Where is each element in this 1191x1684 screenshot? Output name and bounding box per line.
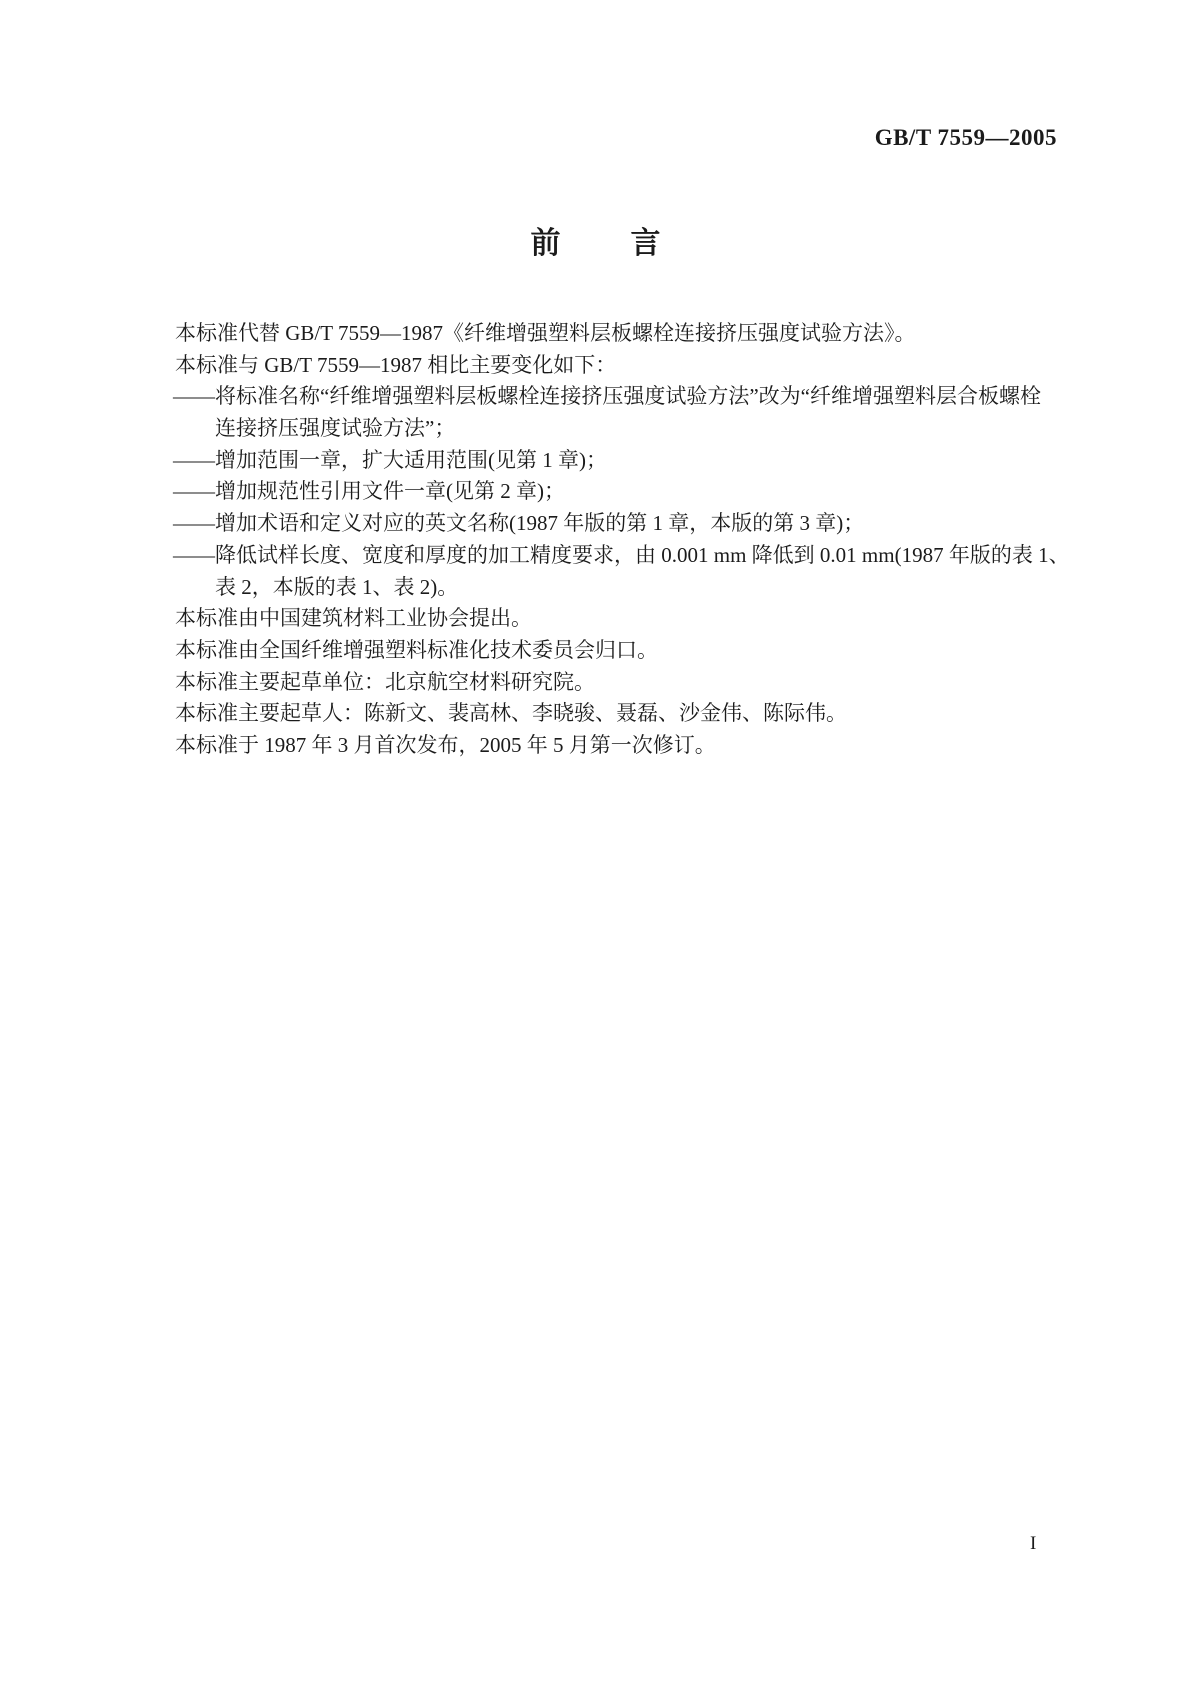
foreword-line: ——降低试样长度、宽度和厚度的加工精度要求，由 0.001 mm 降低到 0.01 mm(1987 年版的表 1、 bbox=[173, 542, 1070, 567]
foreword-line: 连接挤压强度试验方法”； bbox=[215, 416, 456, 441]
foreword-line: ——增加术语和定义对应的英文名称(1987 年版的第 1 章，本版的第 3 章)； bbox=[173, 511, 865, 536]
page-title-char-2: 言 bbox=[630, 227, 661, 260]
foreword-line: ——增加范围一章，扩大适用范围(见第 1 章)； bbox=[173, 447, 607, 472]
foreword-line: ——增加规范性引用文件一章(见第 2 章)； bbox=[173, 479, 565, 504]
foreword-line: 本标准主要起草单位：北京航空材料研究院。 bbox=[175, 669, 595, 694]
page-title bbox=[0, 227, 1191, 260]
foreword-line: 本标准代替 GB/T 7559—1987《纤维增强塑料层板螺栓连接挤压强度试验方法》。 bbox=[175, 321, 916, 345]
foreword-line: 本标准由全国纤维增强塑料标准化技术委员会归口。 bbox=[175, 637, 658, 662]
foreword-line: 本标准主要起草人：陈新文、裴高林、李晓骏、聂磊、沙金伟、陈际伟。 bbox=[175, 701, 847, 726]
foreword-line: 本标准与 GB/T 7559—1987 相比主要变化如下： bbox=[175, 352, 617, 377]
page-number: I bbox=[1030, 1533, 1037, 1554]
standard-number: GB/T 7559—2005 bbox=[874, 125, 1057, 150]
foreword-line: 本标准由中国建筑材料工业协会提出。 bbox=[175, 606, 532, 631]
foreword-line: ——将标准名称“纤维增强塑料层板螺栓连接挤压强度试验方法”改为“纤维增强塑料层合板螺栓 bbox=[173, 384, 1041, 409]
foreword-body bbox=[173, 318, 1073, 762]
foreword-line: 本标准于 1987 年 3 月首次发布，2005 年 5 月第一次修订。 bbox=[175, 732, 716, 757]
foreword-line: 表 2，本版的表 1、表 2)。 bbox=[215, 574, 459, 599]
page-title-char-1: 前 bbox=[530, 227, 561, 260]
